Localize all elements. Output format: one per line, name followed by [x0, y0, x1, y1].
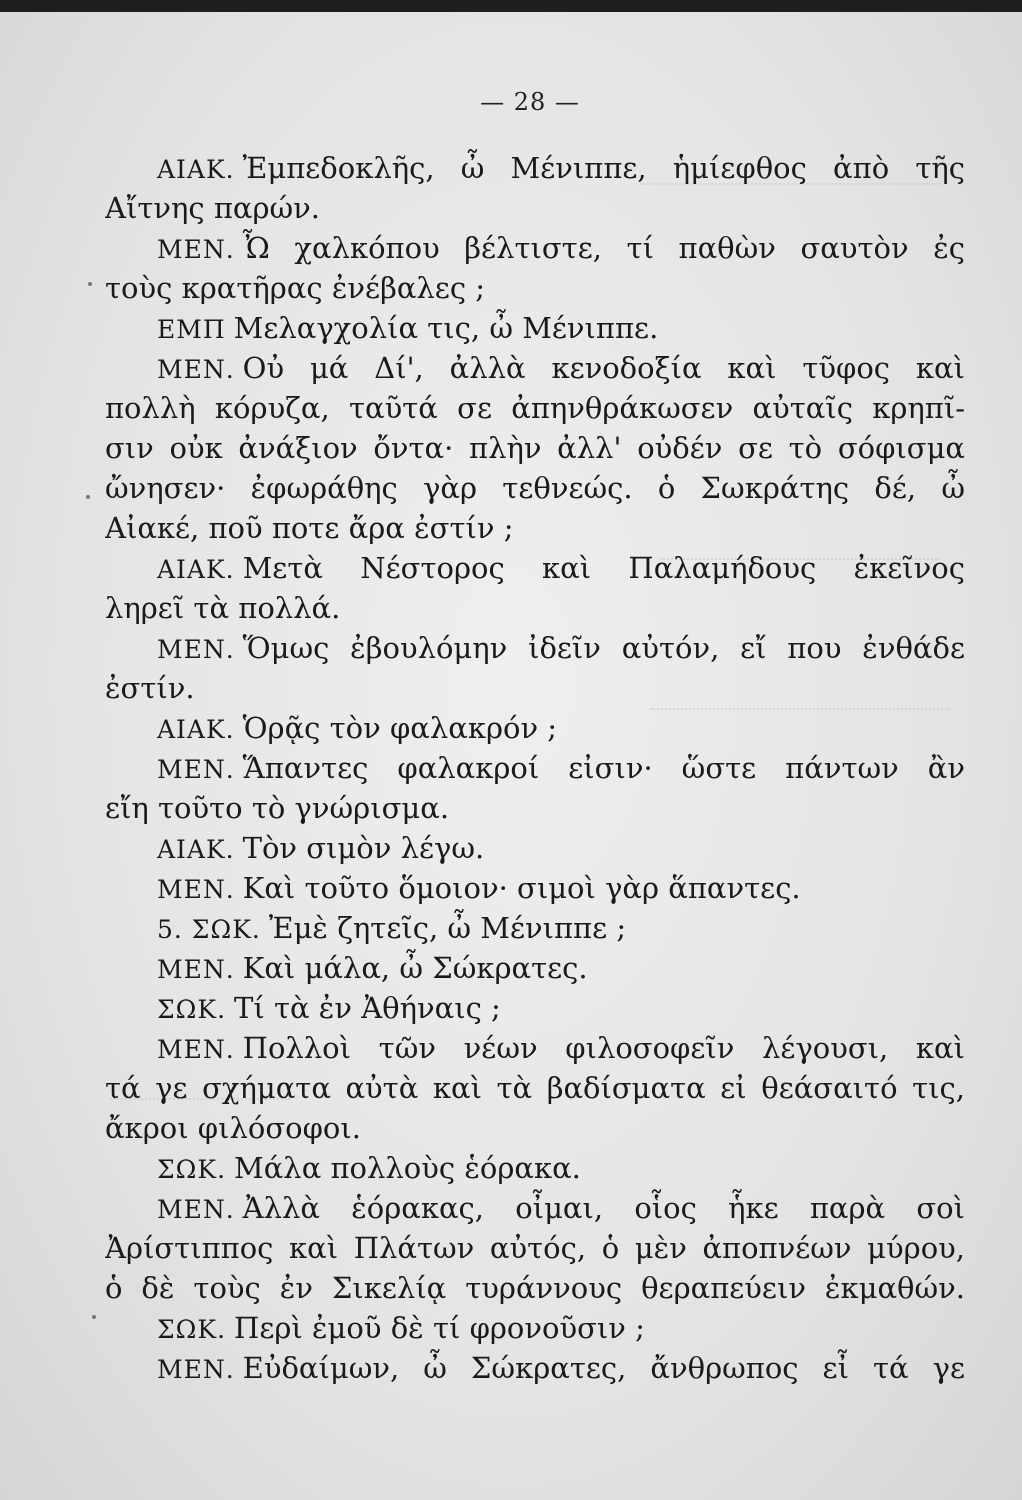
- text-line: [105, 228, 965, 268]
- line-text: ἄκροι φιλόσοφοι.: [105, 1111, 361, 1145]
- text-line: [105, 588, 965, 628]
- text-line: [105, 668, 965, 708]
- line-text: Ἀρίστιππος καὶ Πλάτων αὐτός, ὁ μὲν ἀποπνέων μύρου,: [105, 1231, 965, 1265]
- text-line: [105, 388, 965, 428]
- text-line: [105, 868, 965, 908]
- text-line: [105, 1228, 965, 1268]
- line-text: Ἀλλὰ ἑόρακας, οἶμαι, οἷος ἧκε παρὰ σοὶ: [242, 1191, 965, 1225]
- line-text: Ὦ χαλκόπου βέλτιστε, τί παθὼν σαυτὸν ἐς: [242, 231, 965, 265]
- speaker-label: ΜΕΝ.: [157, 1035, 235, 1064]
- line-text: Ἐμὲ ζητεῖς, ὦ Μένιππε ;: [268, 911, 627, 945]
- line-text: Μελαγχολία τις, ὦ Μένιππε.: [233, 311, 659, 345]
- text-line: [105, 1028, 965, 1068]
- speaker-label: ΣΩΚ.: [157, 995, 227, 1024]
- line-text: Εὐδαίμων, ὦ Σώκρατες, ἄνθρωπος εἶ τά γε: [242, 1351, 965, 1385]
- speaker-label: ΕΜΠ: [157, 315, 226, 344]
- text-line: [105, 1108, 965, 1148]
- line-text: Καὶ μάλα, ὦ Σώκρατες.: [242, 951, 588, 985]
- speaker-label: ΑΙΑΚ.: [157, 835, 235, 864]
- speaker-label: ΜΕΝ.: [157, 755, 235, 784]
- line-text: εἴη τοῦτο τὸ γνώρισμα.: [105, 791, 450, 825]
- text-line: [105, 428, 965, 468]
- line-text: ὁ δὲ τοὺς ἐν Σικελίᾳ τυράννους θεραπεύειν ἐκμαθών.: [105, 1271, 965, 1305]
- text-line: [105, 268, 965, 308]
- line-text: Τὸν σιμὸν λέγω.: [242, 831, 485, 865]
- line-text: σιν οὐκ ἀνάξιον ὄντα· πλὴν ἀλλ' οὐδέν σε τὸ σόφισμα: [105, 431, 965, 465]
- line-text: Καὶ τοῦτο ὅμοιον· σιμοὶ γὰρ ἅπαντες.: [242, 871, 801, 905]
- line-text: Ἅπαντες φαλακροί εἰσιν· ὥστε πάντων ἂν: [242, 751, 965, 785]
- speaker-label: 5. ΣΩΚ.: [157, 915, 261, 944]
- text-line: [105, 748, 965, 788]
- speaker-label: ΑΙΑΚ.: [157, 555, 235, 584]
- line-text: Πολλοὶ τῶν νέων φιλοσοφεῖν λέγουσι, καὶ: [242, 1031, 965, 1065]
- text-line: [105, 1268, 965, 1308]
- scan-top-edge: [0, 0, 1022, 12]
- line-text: Ὁρᾷς τὸν φαλακρόν ;: [242, 711, 558, 745]
- text-line: [105, 548, 965, 588]
- line-text: πολλὴ κόρυζα, ταῦτά σε ἀπηνθράκωσεν αὐταῖς κρηπῖ-: [105, 391, 965, 425]
- line-text: Ὅμως ἐβουλόμην ἰδεῖν αὐτόν, εἴ που ἐνθάδε: [242, 631, 965, 665]
- line-text: ὤνησεν· ἐφωράθης γὰρ τεθνεώς. ὁ Σωκράτης δέ, ὦ: [105, 471, 965, 505]
- text-line: [105, 1148, 965, 1188]
- scan-speck: [88, 282, 92, 286]
- page-number: — 28 —: [480, 88, 580, 116]
- text-line: [105, 1348, 965, 1388]
- line-text: Οὐ μά Δί', ἀλλὰ κενοδοξία καὶ τῦφος καὶ: [242, 351, 965, 385]
- speaker-label: ΑΙΑΚ.: [157, 715, 235, 744]
- text-line: [105, 148, 965, 188]
- text-line: [105, 468, 965, 508]
- line-text: Μετὰ Νέστορος καὶ Παλαμήδους ἐκεῖνος: [242, 551, 965, 585]
- text-line: [105, 988, 965, 1028]
- line-text: ἐστίν.: [105, 671, 195, 705]
- line-text: Τί τὰ ἐν Ἀθήναις ;: [234, 991, 501, 1025]
- line-text: τά γε σχήματα αὐτὰ καὶ τὰ βαδίσματα εἰ θεάσαιτό τις,: [105, 1071, 965, 1105]
- line-text: Ἐμπεδοκλῆς, ὦ Μένιππε, ἡμίεφθος ἀπὸ τῆς: [242, 151, 965, 185]
- line-text: Αἴτνης παρών.: [105, 191, 321, 225]
- speaker-label: ΜΕΝ.: [157, 1195, 235, 1224]
- speaker-label: ΜΕΝ.: [157, 1355, 235, 1384]
- line-text: Αἰακέ, ποῦ ποτε ἄρα ἐστίν ;: [105, 511, 514, 545]
- text-line: [105, 788, 965, 828]
- scan-speck: [86, 495, 90, 499]
- dialogue-text: [105, 148, 965, 1388]
- scan-speck: [92, 1315, 96, 1319]
- speaker-label: ΜΕΝ.: [157, 875, 235, 904]
- text-line: [105, 628, 965, 668]
- speaker-label: ΜΕΝ.: [157, 955, 235, 984]
- speaker-label: ΜΕΝ.: [157, 635, 235, 664]
- text-line: [105, 1308, 965, 1348]
- line-text: τοὺς κρατῆρας ἐνέβαλες ;: [105, 271, 486, 305]
- text-line: [105, 308, 965, 348]
- line-text: Μάλα πολλοὺς ἑόρακα.: [234, 1151, 581, 1185]
- speaker-label: ΑΙΑΚ.: [157, 155, 235, 184]
- text-line: [105, 708, 965, 748]
- text-line: [105, 508, 965, 548]
- speaker-label: ΜΕΝ.: [157, 235, 235, 264]
- line-text: Περὶ ἐμοῦ δὲ τί φρονοῦσιν ;: [234, 1311, 645, 1345]
- text-line: [105, 828, 965, 868]
- speaker-label: ΣΩΚ.: [157, 1315, 227, 1344]
- line-text: ληρεῖ τὰ πολλά.: [105, 591, 341, 625]
- speaker-label: ΣΩΚ.: [157, 1155, 227, 1184]
- text-line: [105, 1188, 965, 1228]
- text-line: [105, 1068, 965, 1108]
- text-line: [105, 188, 965, 228]
- text-line: [105, 908, 965, 948]
- text-line: [105, 348, 965, 388]
- text-line: [105, 948, 965, 988]
- speaker-label: ΜΕΝ.: [157, 355, 235, 384]
